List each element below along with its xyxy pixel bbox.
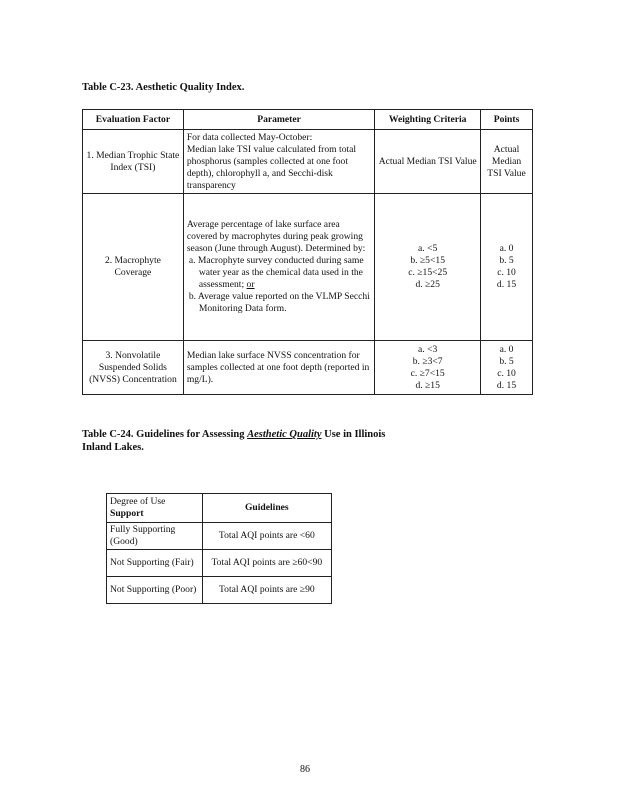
points-cell: Actual Median TSI Value — [481, 130, 533, 194]
table-row — [107, 577, 332, 604]
table-c23-caption: Table C-23. Aesthetic Quality Index. — [82, 82, 245, 93]
criteria-item: b. ≥3<7 — [412, 355, 443, 367]
factor-cell: 3. Nonvolatile Suspended Solids (NVSS) Concentration — [83, 341, 184, 395]
criteria-cell — [375, 341, 481, 395]
parameter-line: For data collected May-October: — [186, 131, 313, 143]
header-support: Support — [110, 508, 144, 519]
header-degree-of-use: Degree of Use — [110, 496, 166, 507]
header-degree-of-use-support — [107, 494, 203, 523]
points-item: d. 15 — [496, 279, 517, 290]
table-c24-caption — [82, 428, 402, 454]
points-item: a. 0 — [499, 343, 514, 355]
parameter-option-a — [187, 255, 371, 291]
table-header-row — [107, 494, 332, 523]
table-row — [107, 523, 332, 550]
support-cell: Not Supporting (Poor) — [107, 577, 203, 604]
support-cell: Fully Supporting (Good) — [107, 523, 203, 550]
guideline-cell: Total AQI points are ≥90 — [202, 577, 331, 604]
parameter-option-a-text: a. Macrophyte survey conducted during same water year as the chemical data used in the assessment; — [188, 255, 364, 290]
guideline-cell: Total AQI points are ≥60<90 — [202, 550, 331, 577]
criteria-item: c. ≥7<15 — [410, 367, 445, 379]
points-item: b. 5 — [499, 255, 514, 266]
parameter-line: Median lake TSI value calculated from total phosphorus (samples collected at one foot depth), chlorophyll a, and Secchi-disk transparency — [186, 143, 357, 191]
parameter-or: or — [246, 279, 255, 290]
table-row — [107, 550, 332, 577]
page-number: 86 — [300, 764, 310, 775]
points-cell — [481, 341, 533, 395]
parameter-cell — [183, 194, 374, 341]
points-item: a. 0 — [499, 243, 514, 254]
table-header-row — [83, 110, 533, 130]
criteria-item: c. ≥15<25 — [408, 267, 448, 278]
guideline-cell: Total AQI points are <60 — [202, 523, 331, 550]
table-row — [83, 341, 533, 395]
points-item: d. 15 — [496, 379, 517, 391]
support-cell: Not Supporting (Fair) — [107, 550, 203, 577]
caption-suffix: Use in Illinois Inland Lakes. — [82, 429, 386, 453]
table-row — [83, 194, 533, 341]
caption-prefix: Table C-24. Guidelines for Assessing — [82, 429, 248, 440]
table-row — [83, 130, 533, 194]
points-item: c. 10 — [497, 267, 516, 278]
criteria-cell: Actual Median TSI Value — [375, 130, 481, 194]
parameter-cell: Median lake surface NVSS concentration for samples collected at one foot depth (reported in mg/L). — [183, 341, 374, 395]
caption-emphasis: Aesthetic Quality — [247, 429, 322, 440]
factor-cell: 1. Median Trophic State Index (TSI) — [83, 130, 184, 194]
points-item: c. 10 — [497, 367, 516, 379]
criteria-item: d. ≥15 — [415, 379, 440, 391]
header-weighting-criteria: Weighting Criteria — [375, 110, 481, 130]
parameter-cell — [183, 130, 374, 194]
criteria-item: a. <3 — [418, 343, 438, 355]
criteria-item: d. ≥25 — [415, 279, 440, 290]
criteria-cell — [375, 194, 481, 341]
header-points: Points — [481, 110, 533, 130]
factor-cell: 2. Macrophyte Coverage — [83, 194, 184, 341]
header-parameter: Parameter — [183, 110, 374, 130]
aesthetic-guidelines-table — [106, 493, 332, 604]
parameter-option-b: b. Average value reported on the VLMP Secchi Monitoring Data form. — [188, 291, 370, 314]
header-guidelines: Guidelines — [202, 494, 331, 523]
aesthetic-quality-index-table — [82, 109, 533, 395]
points-cell — [481, 194, 533, 341]
criteria-item: a. <5 — [418, 243, 438, 254]
parameter-intro: Average percentage of lake surface area covered by macrophytes during peak growing season (June through August). Determined by: — [186, 219, 366, 254]
criteria-item: b. ≥5<15 — [410, 255, 445, 266]
points-item: b. 5 — [499, 355, 514, 367]
header-evaluation-factor: Evaluation Factor — [83, 110, 184, 130]
